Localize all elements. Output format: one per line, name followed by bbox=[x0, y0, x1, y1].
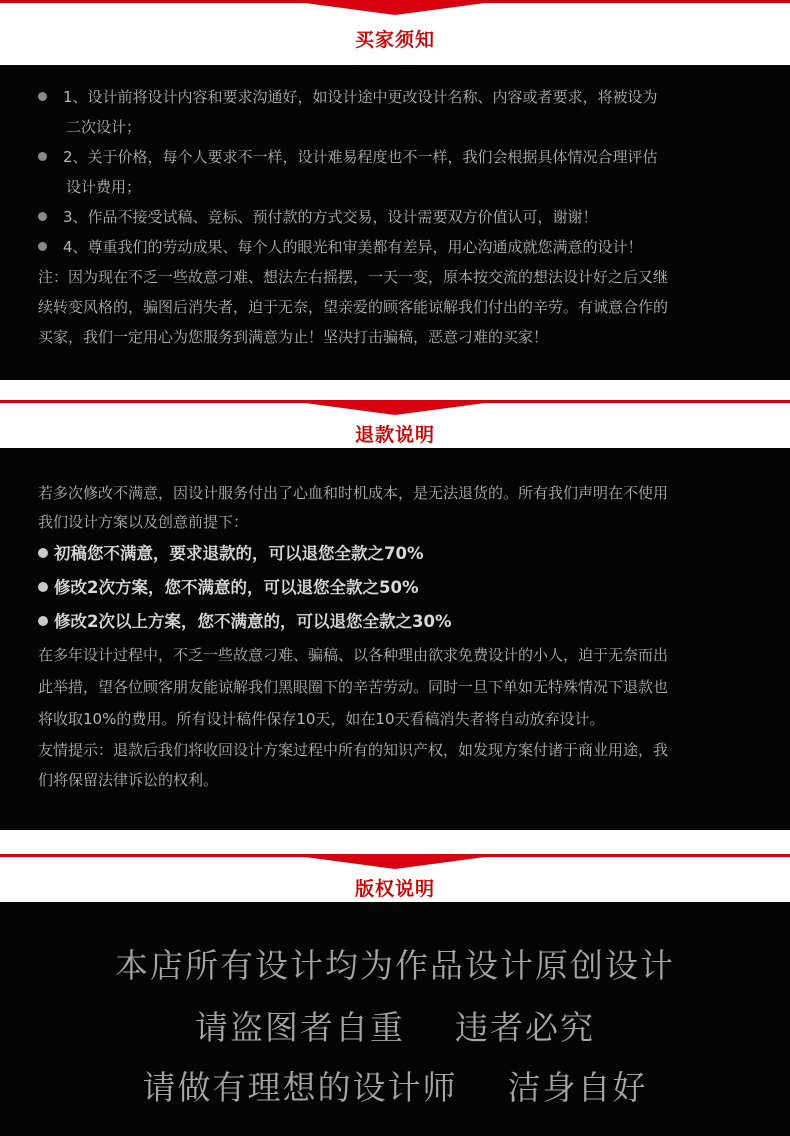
refund-point: 初稿您不满意，要求退款的，可以退您全款之70% bbox=[38, 544, 760, 564]
list-item: 2、关于价格，每个人要求不一样，设计难易程度也不一样，我们会根据具体情况合理评估 bbox=[38, 147, 760, 167]
body-text: 们将保留法律诉讼的权利。 bbox=[38, 771, 219, 789]
bullet-icon bbox=[38, 212, 47, 221]
note-text: 续转变风格的，骗图后消失者，迫于无奈，望亲爱的顾客能谅解我们付出的辛劳。有诚意合作的 bbox=[38, 298, 669, 316]
header-chevron-decoration bbox=[305, 857, 485, 869]
bullet-icon bbox=[38, 616, 48, 626]
list-item-continuation: 设计费用； bbox=[66, 178, 142, 196]
body-text: 此举措，望各位顾客朋友能谅解我们黑眼圈下的辛苦劳动。同时一旦下单如无特殊情况下退款也 bbox=[38, 678, 669, 696]
section-header-copyright bbox=[0, 830, 790, 902]
refund-panel bbox=[0, 448, 790, 830]
body-text: 友情提示：退款后我们将收回设计方案过程中所有的知识产权，如发现方案付诸于商业用途，我 bbox=[38, 741, 669, 759]
bullet-icon bbox=[38, 548, 48, 558]
header-chevron-decoration bbox=[305, 403, 485, 415]
section-title: 版权说明 bbox=[354, 878, 435, 900]
bullet-icon bbox=[38, 152, 47, 161]
refund-point: 修改2次以上方案，您不满意的，可以退您全款之30% bbox=[38, 612, 760, 632]
list-item: 3、作品不接受试稿、竞标、预付款的方式交易，设计需要双方价值认可，谢谢！ bbox=[38, 207, 760, 227]
copyright-panel bbox=[0, 902, 790, 1136]
intro-text: 我们设计方案以及创意前提下： bbox=[38, 513, 249, 531]
list-item: 4、尊重我们的劳动成果、每个人的眼光和审美都有差异，用心沟通成就您满意的设计！ bbox=[38, 237, 760, 257]
list-item: 1、设计前将设计内容和要求沟通好，如设计途中更改设计名称、内容或者要求，将被设为 bbox=[38, 87, 760, 107]
copyright-line: 本店所有设计均为作品设计原创设计 bbox=[115, 946, 675, 985]
section-title: 买家须知 bbox=[354, 29, 435, 51]
list-item-continuation: 二次设计； bbox=[66, 118, 142, 136]
note-text: 注：因为现在不乏一些故意刁难、想法左右摇摆，一天一变，原本按交流的想法设计好之后又继 bbox=[38, 268, 669, 286]
body-text: 在多年设计过程中，不乏一些故意刁难、骗稿、以各种理由欲求免费设计的小人，迫于无奈而出 bbox=[38, 646, 669, 664]
intro-text: 若多次修改不满意，因设计服务付出了心血和时机成本，是无法退货的。所有我们声明在不使用 bbox=[38, 484, 669, 502]
buyer-notice-panel bbox=[0, 65, 790, 380]
bullet-icon bbox=[38, 582, 48, 592]
section-header-refund bbox=[0, 380, 790, 448]
section-title: 退款说明 bbox=[354, 424, 435, 446]
copyright-line: 请盗图者自重 违者必究 bbox=[195, 1008, 595, 1047]
note-text: 买家，我们一定用心为您服务到满意为止！坚决打击骗稿，恶意刁难的买家！ bbox=[38, 328, 549, 346]
copyright-line: 请做有理想的设计师 洁身自好 bbox=[142, 1068, 648, 1107]
header-chevron-decoration bbox=[305, 3, 485, 15]
bullet-icon bbox=[38, 242, 47, 251]
section-header-buyer-notice bbox=[0, 0, 790, 65]
bullet-icon bbox=[38, 92, 47, 101]
body-text: 将收取10%的费用。所有设计稿件保存10天，如在10天看稿消失者将自动放弃设计。 bbox=[38, 710, 605, 728]
refund-point: 修改2次方案，您不满意的，可以退您全款之50% bbox=[38, 578, 760, 598]
